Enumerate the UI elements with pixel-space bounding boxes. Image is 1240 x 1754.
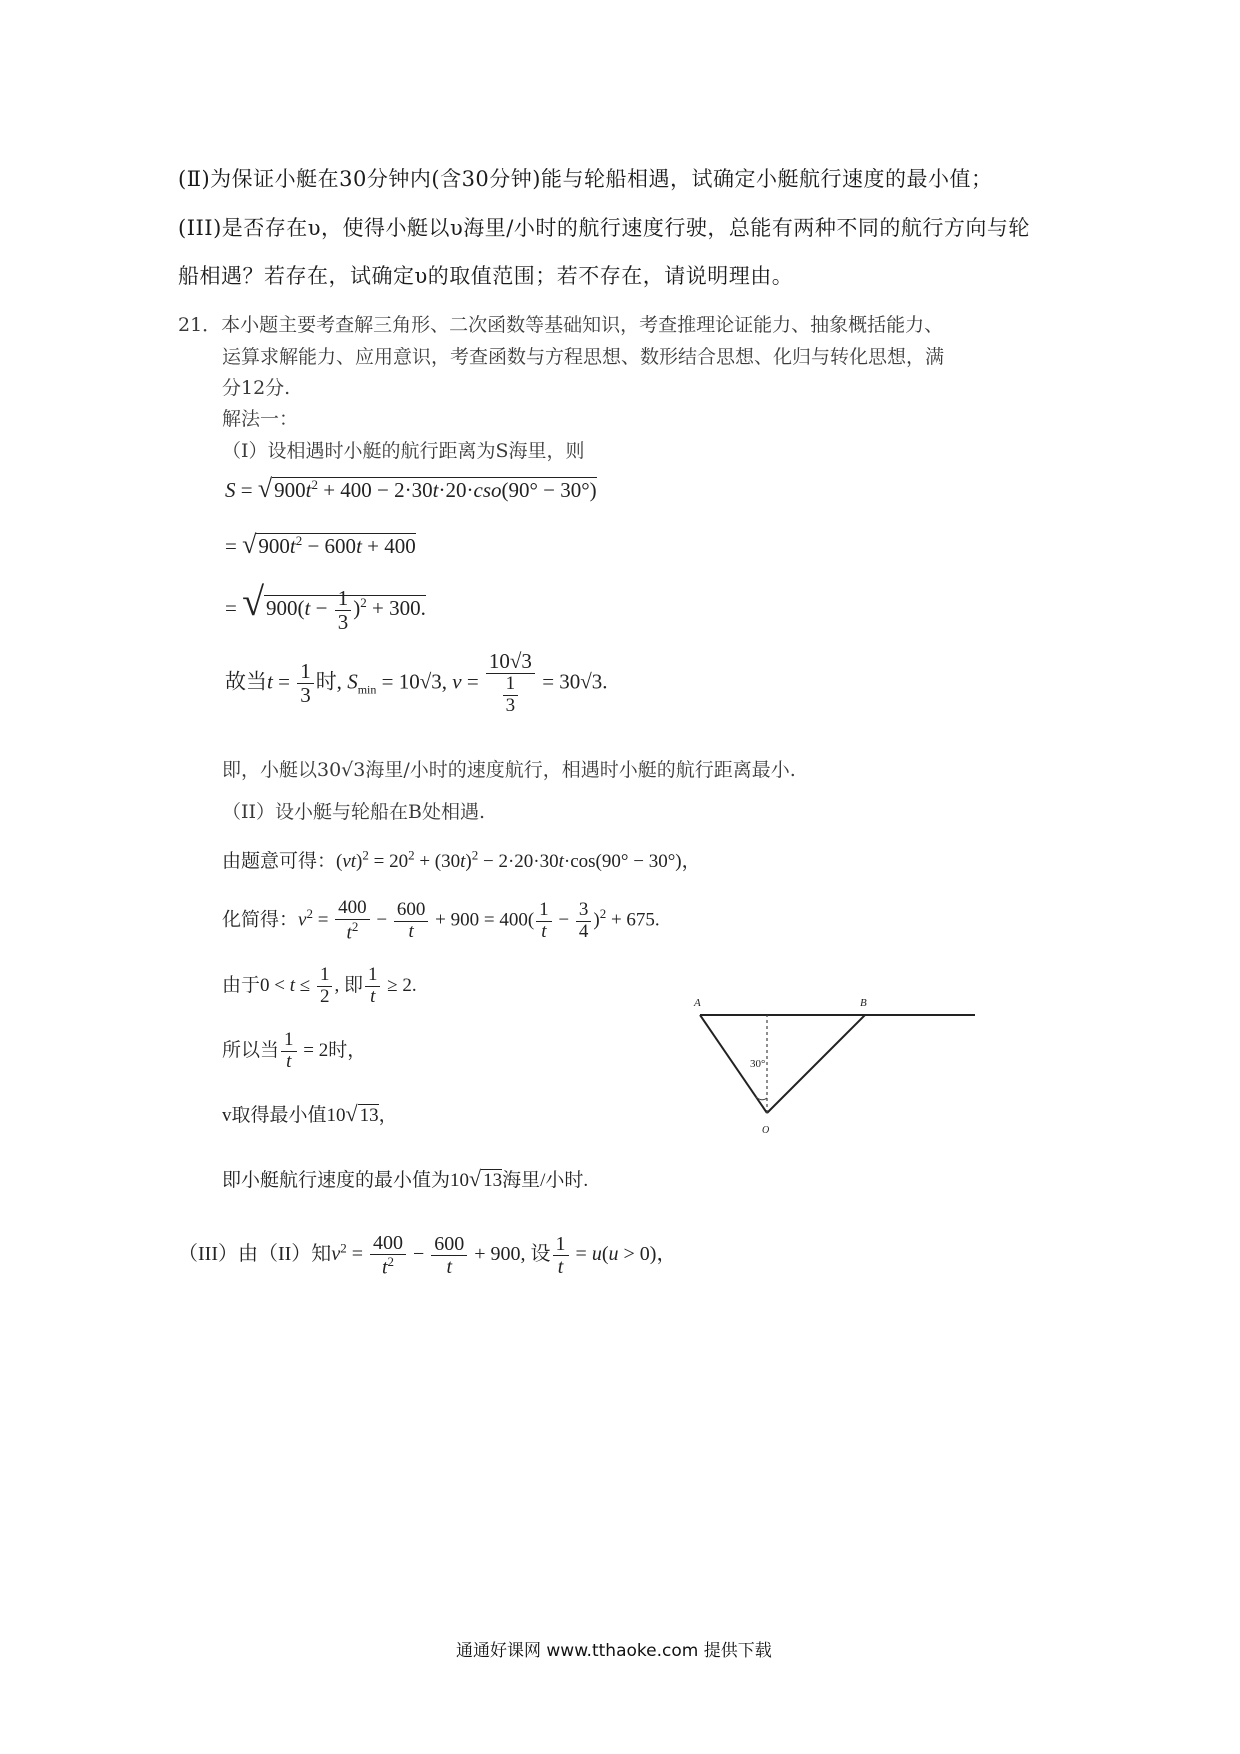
solution-intro-line2: 运算求解能力、应用意识，考查函数与方程思想、数形结合思想、化归与转化思想，满: [222, 346, 945, 368]
part2-setup: （II）设小艇与轮船在B处相遇.: [222, 801, 486, 823]
solution-intro-line3: 分12分.: [222, 377, 291, 399]
part3-start: （III）由（II）知$v^2$ = $\frac{400}{t^2}$ − $\frac{600}{t}$ + 900, 设 $\frac{1}{t}$ = u(u > 0)，: [178, 1232, 677, 1279]
label-a: A: [694, 997, 701, 1009]
label-b: B: [860, 997, 867, 1009]
equation-6: 化简得：$v^2$ = $\frac{400}{t^2}$ − $\frac{600}{t}$ + 900 = 400( $\frac{1}{t}$ − $\frac{3}{4}$ )$^2$ + 675.: [222, 897, 660, 944]
part2-conclusion: 即小艇航行速度的最小值为10√ 13海里/小时.: [222, 1166, 589, 1191]
equation-1: $S = √900t^2 + 400 - 2\cdot 30t\cdot 20\cdot cso(90^\circ - 30^\circ)$: [225, 474, 597, 503]
triangle-diagram: [680, 990, 1000, 1140]
problem-part2: (Ⅱ)为保证小艇在30分钟内(含30分钟)能与轮船相遇，试确定小艇航行速度的最小值；: [178, 167, 993, 191]
footer-text: 通通好课网 www.tthaoke.com 提供下载: [456, 1641, 772, 1661]
equation-5: 由题意可得：$(vt)^2 = 20^2 + (30t)^2 - 2\cdot 20\cdot 30t\cdot\cos(90^\circ - 30^\circ)$，: [222, 847, 701, 872]
problem-part3-line1: (III)是否存在υ，使得小艇以υ海里/小时的航行速度行驶，总能有两种不同的航行方向与轮: [178, 216, 1030, 240]
label-o: O: [762, 1125, 770, 1136]
solution-intro-line1: 21．本小题主要考查解三角形、二次函数等基础知识，考查推理论证能力、抽象概括能力、: [178, 314, 944, 336]
equation-3: = √900(t − $\frac{1}{3}$ )$^2$ + 300.: [225, 579, 426, 634]
equation-7: 由于0 < t ≤ $\frac{1}{2}$ , 即 $\frac{1}{t}$ ≥ 2.: [222, 964, 417, 1007]
part1-setup: （I）设相遇时小艇的航行距离为S海里，则: [222, 440, 585, 462]
problem-part3-line2: 船相遇？若存在，试确定υ的取值范围；若不存在，请说明理由。: [178, 264, 794, 288]
line-ob: [767, 1015, 865, 1113]
equation-9: v取得最小值10√ 13，: [222, 1101, 398, 1126]
equation-8: 所以当 $\frac{1}{t}$ = 2时，: [222, 1029, 367, 1072]
equation-2: = $√900t^2 - 600t + 400$: [225, 530, 416, 559]
part1-conclusion: 即，小艇以30√3海里/小时的速度航行，相遇时小艇的航行距离最小.: [222, 759, 796, 781]
angle-label: 30°: [750, 1058, 766, 1070]
equation-4: 故当t = $\frac{1}{3}$ 时, $S_{min} = 10√3$, v = $\frac{10√3}{\frac{1}{3}}$ = 30√3.: [225, 649, 608, 716]
solution-method: 解法一：: [222, 408, 299, 430]
